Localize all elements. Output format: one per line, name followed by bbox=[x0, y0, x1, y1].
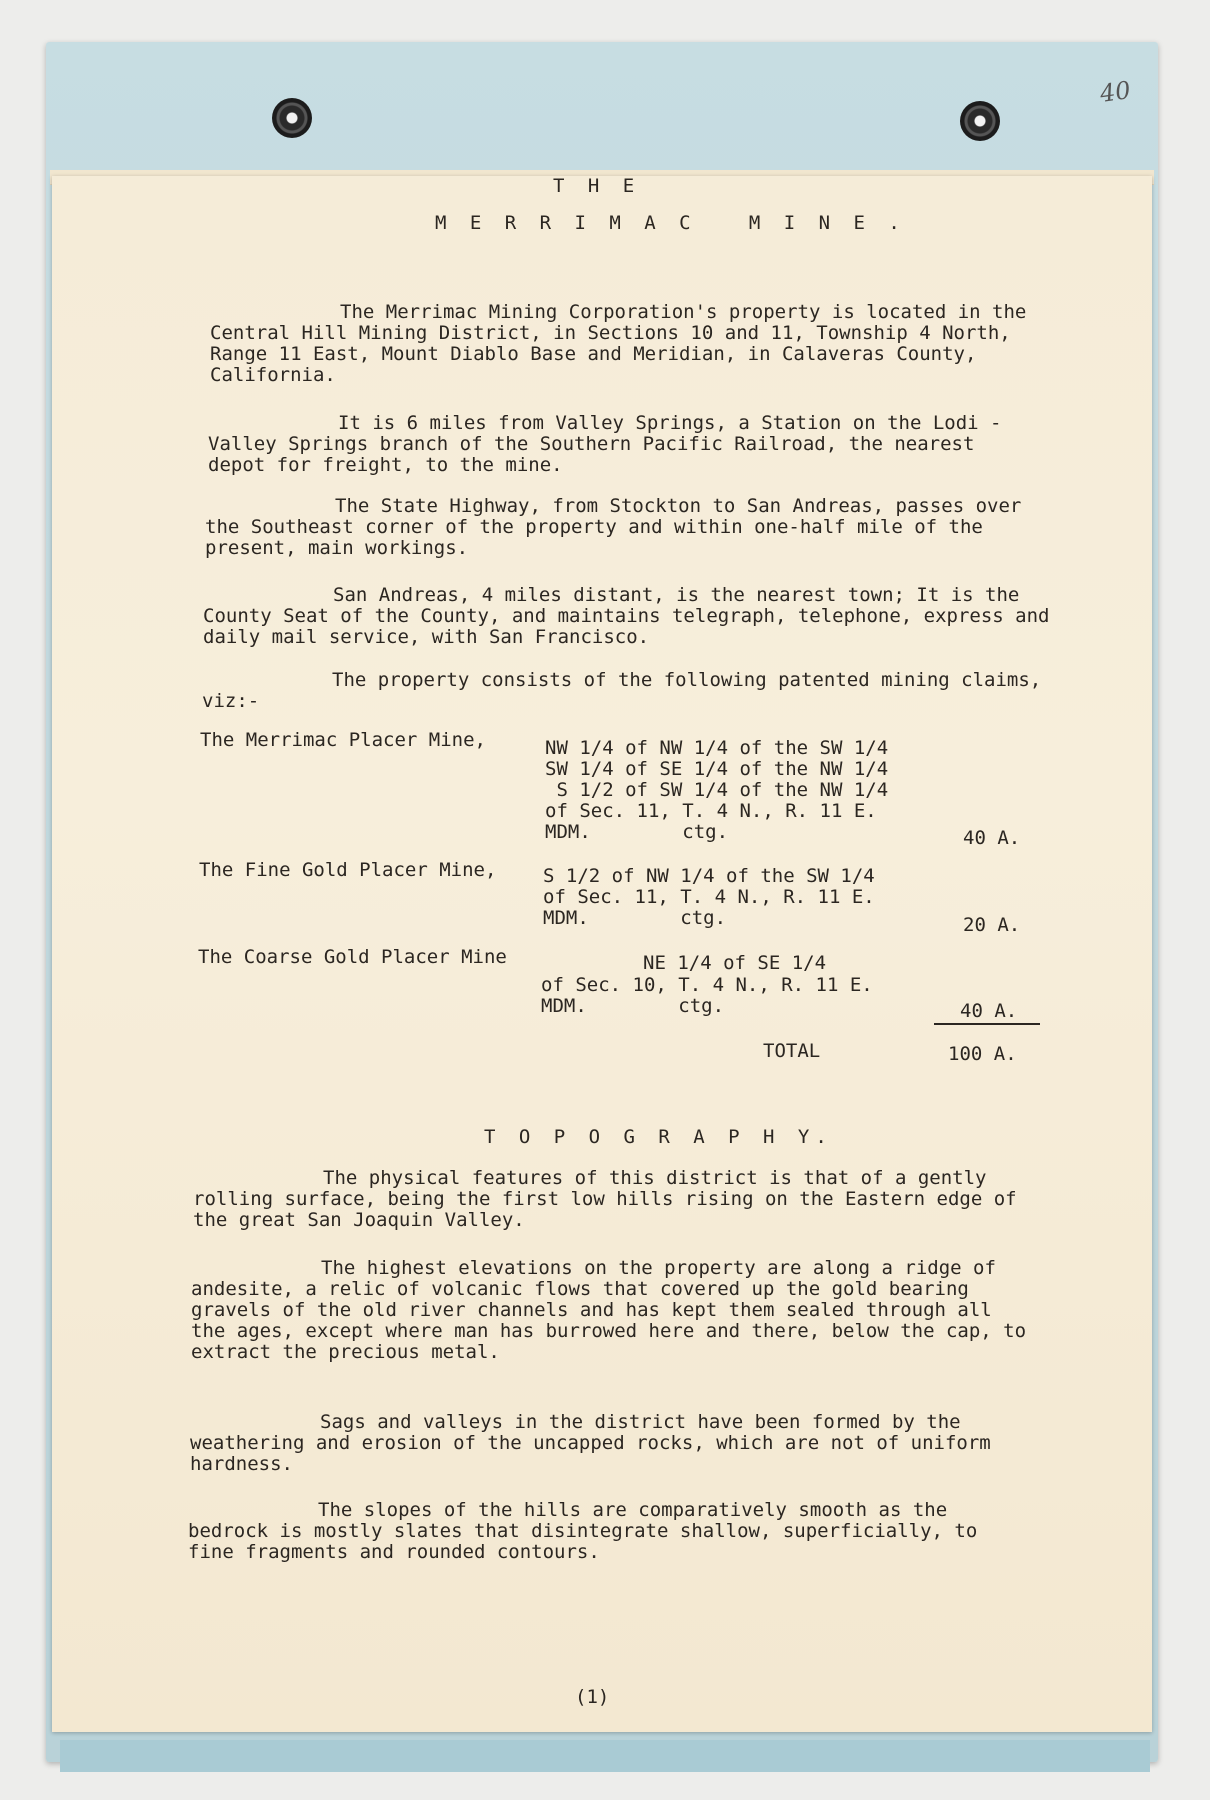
claim-line: NE 1/4 of SE 1/4 bbox=[643, 952, 827, 974]
claim-line: of Sec. 11, T. 4 N., R. 11 E. bbox=[545, 800, 877, 822]
paragraph-highway: The State Highway, from Stockton to San Andreas, passes over the Southeast corner of the property and within one-half mile of the present, main workings. bbox=[205, 495, 1022, 559]
paragraph-railroad: It is 6 miles from Valley Springs, a Station on the Lodi - Valley Springs branch of the Southern Pacific Railroad, the nearest depot for freight, to the mine. bbox=[208, 412, 1002, 476]
claim-name: The Coarse Gold Placer Mine bbox=[198, 946, 507, 968]
claim-line: SW 1/4 of SE 1/4 of the NW 1/4 bbox=[545, 758, 889, 780]
title-line-1: T H E bbox=[553, 175, 641, 197]
claim-line: of Sec. 11, T. 4 N., R. 11 E. bbox=[543, 886, 875, 908]
claim-name: The Merrimac Placer Mine, bbox=[200, 729, 486, 751]
claim-line: MDM. ctg. bbox=[541, 995, 725, 1017]
claim-line: S 1/2 of NW 1/4 of the SW 1/4 bbox=[543, 865, 875, 887]
page-title: M E R R I M A C M I N E . bbox=[435, 212, 906, 234]
claim-line: MDM. ctg. bbox=[543, 907, 727, 929]
paragraph-topography-1: The physical features of this district is that of a gently rolling surface, being the first low hills rising on the Eastern edge of the great San Joaquin Valley. bbox=[193, 1167, 1017, 1231]
paragraph-location: The Merrimac Mining Corporation's property is located in the Central Hill Mining District, in Sections 10 and 11, Township 4 North, Range 11 East, Mount Diablo Base and Meridian, in Calaveras County, California. bbox=[210, 301, 1027, 386]
cover-page-mark: 40 bbox=[1098, 76, 1133, 108]
claim-acres: 40 A. bbox=[960, 1000, 1018, 1022]
page-number: (1) bbox=[575, 1686, 610, 1708]
total-acres: 100 A. bbox=[948, 1043, 1017, 1065]
paragraph-topography-3: Sags and valleys in the district have been formed by the weathering and erosion of the uncapped rocks, which are not of uniform hardness. bbox=[190, 1411, 991, 1475]
claim-acres: 40 A. bbox=[963, 827, 1021, 849]
total-label: TOTAL bbox=[763, 1040, 821, 1062]
claim-line: S 1/2 of SW 1/4 of the NW 1/4 bbox=[545, 779, 889, 801]
claim-line: MDM. ctg. bbox=[545, 821, 729, 843]
section-heading-topography: T O P O G R A P H Y. bbox=[484, 1126, 833, 1148]
claim-line: NW 1/4 of NW 1/4 of the SW 1/4 bbox=[545, 737, 889, 759]
claim-line: of Sec. 10, T. 4 N., R. 11 E. bbox=[541, 974, 873, 996]
paragraph-topography-4: The slopes of the hills are comparatively smooth as the bedrock is mostly slates that disintegrate shallow, superficially, to fine fragments and rounded contours. bbox=[188, 1499, 978, 1563]
paragraph-claims-intro: The property consists of the following patented mining claims, viz:- bbox=[202, 669, 1042, 712]
paragraph-town: San Andreas, 4 miles distant, is the nearest town; It is the County Seat of the County, and maintains telegraph, telephone, express and daily mail service, with San Francisco. bbox=[203, 584, 1050, 648]
claim-name: The Fine Gold Placer Mine, bbox=[199, 859, 497, 881]
claim-acres: 20 A. bbox=[963, 914, 1021, 936]
paragraph-topography-2: The highest elevations on the property are along a ridge of andesite, a relic of volcanic flows that covered up the gold bearing gravels of the old river channels and has kept them sealed through all the ages, except where man has burrowed here and there, below the cap, to extract the precious metal. bbox=[191, 1257, 1027, 1363]
total-rule bbox=[934, 1023, 1040, 1025]
